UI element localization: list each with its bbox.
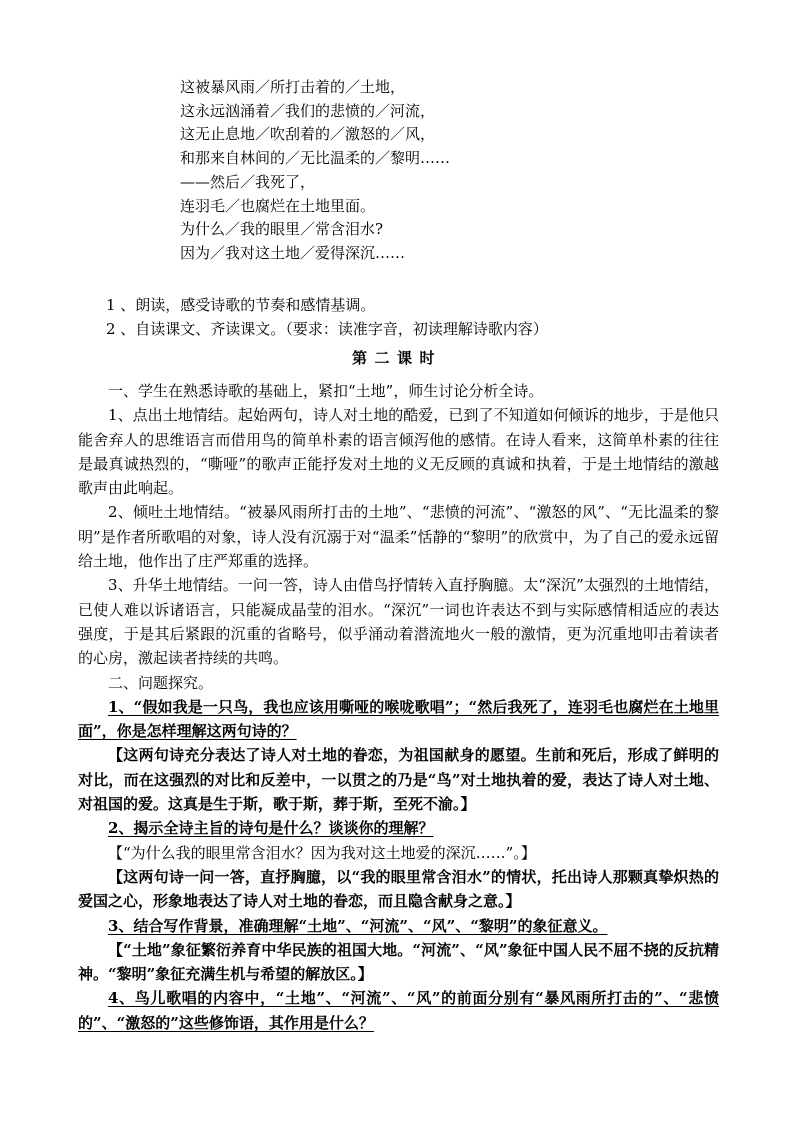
answer-2-quote: 【“为什么我的眼里常含泪水？因为我对这土地爱的深沉……”。】 xyxy=(108,843,536,862)
analysis-point: 2、倾吐土地情结。“被暴风雨所打击的土地”、“悲愤的河流”、“激怒的风”、“无比温柔的黎明”是作者所歌唱的对象，诗人没有沉溺于对“温柔”恬静的“黎明”的欣赏中，为了自己的爱永远留给土地，他作出了庄严郑重的选择。 xyxy=(78,503,719,571)
answer-2: 【这两句诗一问一答，直抒胸臆，以“我的眼里常含泪水”的情状，托出诗人那颗真挚炽热的爱国之心，形象地表达了诗人对土地的眷恋，而且隐含献身之意。】 xyxy=(78,867,719,911)
poem-line: 因为／我对这土地／爱得深沉…… xyxy=(180,243,406,262)
poem-line: 这永远汹涌着／我们的悲愤的／河流， xyxy=(180,101,436,120)
analysis-point: 3、升华土地情结。一问一答，诗人由借鸟抒情转入直抒胸臆。太“深沉”太强烈的土地情结，已使人难以诉诸语言，只能凝成晶莹的泪水。“深沉”一词也许表达不到与实际感情相适应的表达强度，于是其后紧跟的沉重的省略号，似乎涌动着潜流地火一般的激情，更为沉重地叩击着读者的心房，激起读者持续的共鸣。 xyxy=(78,576,719,668)
answer-1: 【这两句诗充分表达了诗人对土地的眷恋，为祖国献身的愿望。生前和死后，形成了鲜明的对比，而在这强烈的对比和反差中，一以贯之的乃是“鸟”对土地执着的爱，表达了诗人对土地、对祖国的爱。这真是生于斯，歌于斯，葬于斯，至死不渝。】 xyxy=(78,746,719,814)
poem-line: 为什么／我的眼里／常含泪水? xyxy=(180,220,384,239)
question-3: 3、结合写作背景，准确理解“土地”、“河流”、“风”、“黎明”的象征意义。 xyxy=(108,916,608,935)
task-item: 1 、朗读，感受诗歌的节奏和感情基调。 xyxy=(106,296,376,314)
poem-excerpt xyxy=(180,76,450,266)
question-4: 4、鸟儿歌唱的内容中，“土地”、“河流”、“风”的前面分别有“暴风雨所打击的”、“悲愤的”、“激怒的”这些修饰语，其作用是什么？ xyxy=(78,989,719,1032)
analysis-point: 1、点出土地情结。起始两句，诗人对土地的酷爱，已到了不知道如何倾诉的地步，于是他只能舍弃人的思维语言而借用鸟的简单朴素的语言倾泻他的感情。在诗人看来，这简单朴素的往往是最真诚热烈的，“嘶哑”的歌声正能抒发对土地的义无反顾的真诚和执着，于是土地情结的激越歌声由此响起。 xyxy=(78,406,719,498)
poem-line: 这被暴风雨／所打击着的／土地， xyxy=(180,78,406,96)
part2-intro: 二、问题探究。 xyxy=(108,673,214,692)
question-1: 1、“假如我是一只鸟，我也应该用嘶哑的喉咙歌唱”；“然后我死了，连羽毛也腐烂在土地里面”，你是怎样理解这两句诗的？ xyxy=(78,697,719,741)
section-heading: 第二课时 xyxy=(351,349,442,367)
poem-line: 这无止息地／吹刮着的／激怒的／风， xyxy=(180,125,436,144)
part1-intro: 一、学生在熟悉诗歌的基础上，紧扣“土地”，师生讨论分析全诗。 xyxy=(108,382,544,400)
poem-line: 连羽毛／也腐烂在土地里面。 xyxy=(180,196,376,215)
task-item: 2 、自读课文、齐读课文。（要求：读准字音，初读理解诗歌内容） xyxy=(106,320,548,338)
poem-line: 和那来自林间的／无比温柔的／黎明…… xyxy=(180,149,451,168)
poem-line: ——然后／我死了， xyxy=(180,172,316,191)
lesson-body xyxy=(78,379,719,1035)
question-2: 2、揭示全诗主旨的诗句是什么？谈谈你的理解？ xyxy=(108,819,434,838)
answer-3: 【“土地”象征繁衍养育中华民族的祖国大地。“河流”、“风”象征中国人民不屈不挠的反抗精神。“黎明”象征充满生机与希望的解放区。】 xyxy=(78,940,719,984)
